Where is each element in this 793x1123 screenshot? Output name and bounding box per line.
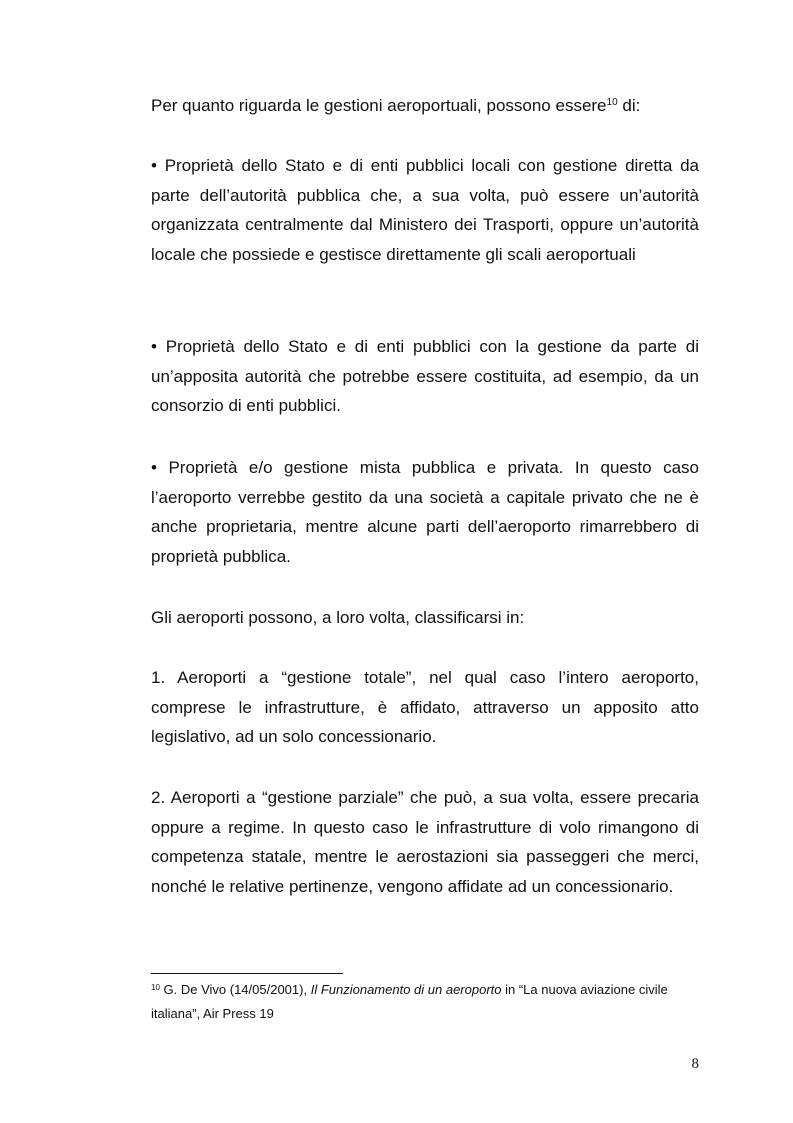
bullet-symbol: • (151, 458, 157, 477)
classification-intro: Gli aeroporti possono, a loro volta, classificarsi in: (151, 608, 525, 627)
bullet-text: Proprietà e/o gestione mista pubblica e privata. In questo caso l’aeroporto verrebbe gestito da una società a capitale privato che ne è anche proprietaria, mentre alcune parti dell’aeroporto rimarrebbero di proprietà pubblica. (151, 458, 699, 566)
numbered-item (151, 663, 699, 752)
footnote-title: Il Funzionamento di un aeroporto (310, 982, 502, 997)
page-number: 8 (691, 1056, 699, 1072)
bullet-text: Proprietà dello Stato e di enti pubblici con la gestione da parte di un’apposita autorità che potrebbe essere costituita, ad esempio, da un consorzio di enti pubblici. (151, 337, 699, 415)
numbered-item (151, 783, 699, 901)
item-number: 1. (151, 668, 166, 687)
footnote-marker: 10 (151, 983, 160, 992)
footnote-source: in “La nuova aviazione civile italiana”, Air Press 19 (151, 982, 668, 1021)
footnote-reference[interactable]: 10 (606, 97, 618, 108)
item-text: Aeroporti a “gestione parziale” che può, a sua volta, essere precaria oppure a regime. In questo caso le infrastrutture di volo rimangono di competenza statale, mentre le aerostazioni sia passeggeri che merci, nonché le relative pertinenze, vengono affidate ad un concessionario. (151, 788, 699, 896)
footnote (151, 978, 699, 1026)
item-number: 2. (151, 788, 166, 807)
footnote-separator (151, 973, 343, 974)
bullet-item (151, 332, 699, 421)
item-text: Aeroporti a “gestione totale”, nel qual caso l’intero aeroporto, comprese le infrastrutture, è affidato, attraverso un apposito atto legislativo, ad un solo concessionario. (151, 668, 699, 746)
bullet-symbol: • (151, 156, 157, 175)
intro-suffix: di: (617, 96, 641, 115)
bullet-item (151, 453, 699, 571)
bullet-item (151, 151, 699, 269)
intro-text: Per quanto riguarda le gestioni aeroportuali, possono essere (151, 96, 607, 115)
bullet-symbol: • (151, 337, 157, 356)
footnote-author: G. De Vivo (14/05/2001), (159, 982, 311, 997)
intro-paragraph (151, 91, 699, 121)
bullet-text: Proprietà dello Stato e di enti pubblici locali con gestione diretta da parte dell’autorità pubblica che, a sua volta, può essere un’autorità organizzata centralmente dal Ministero dei Trasporti, oppure un’autorità locale che possiede e gestisce direttamente gli scali aeroportuali (151, 156, 699, 264)
